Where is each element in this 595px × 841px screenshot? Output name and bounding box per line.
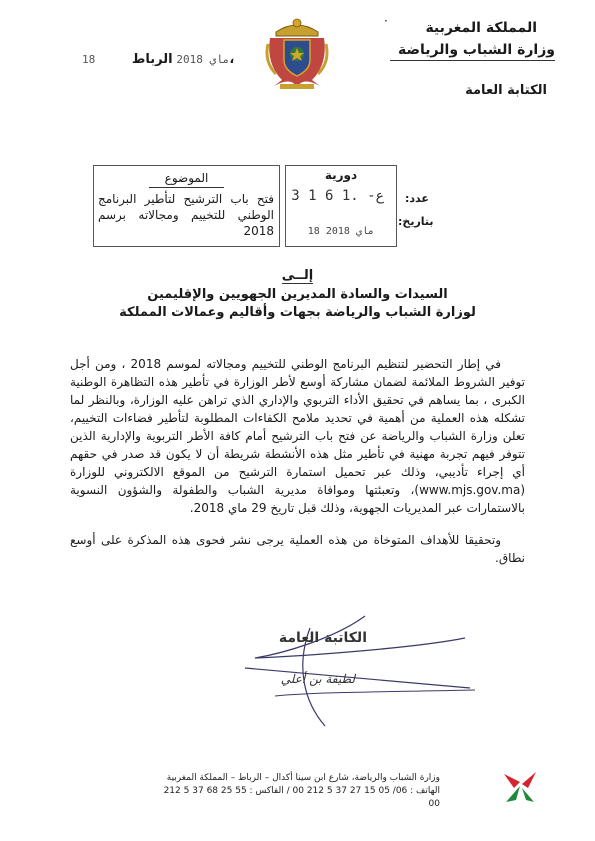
ministry-name: وزارة الشباب والرياضة <box>398 42 555 58</box>
signatory-title: الكاتبة العامة <box>278 630 367 646</box>
addressee-line-1: السيدات والسادة المديرين الجهويين والإقليمين <box>147 287 448 302</box>
body-paragraph-2: وتحقيقا للأهداف المتوخاة من هذه العملية يرجى نشر فحوى هذه المذكرة على أوسع نطاق. <box>70 533 525 565</box>
signature-scribble <box>215 608 485 728</box>
signature-block <box>215 608 485 728</box>
addressee-block <box>0 268 595 320</box>
circular-number: 3 1 6 1. -ع <box>291 188 384 204</box>
city-name: الرباط، <box>131 52 235 67</box>
subject-underline <box>149 187 224 188</box>
header-date-stamp: 18 ماي 2018 <box>82 53 230 66</box>
body-paragraph-1: في إطار التحضير لتنظيم البرنامج الوطني للتخييم ومجالاته لموسم 2018 ، ومن أجل توفير الشروط الملائمة لضمان مشاركة أوسع لأطر الوزارة في تأطير هذه التظاهرة الوطنية الكبرى ، بما يساهم في تحقيق الأداء التربوي والإداري الذي تراهن عليه الوزارة، وبالنظر لما تشكله هذه العملية من أهمية في تحديد ملامح الكفاءات المطلوبة لتأطير فضاءات التخييم، تعلن وزارة الشباب والرياضة عن فتح باب الترشيح أمام كافة الأطر التربوية والإدارية الذين تتوفر فيهم تجربة مهنية في تأطير مثل هذه الأنشطة شريطة أن لا يكون قد صدر في حقهم أي إجراء تأديبي، وذلك عبر تحميل استمارة الترشيح من الموقع الالكتروني للوزارة (www.mjs.gov.ma)، وتعبئتها وموافاة مديرية الشباب والطفولة والشؤون النسوية بالاستمارات عبر المديريات الجهوية، وذلك قبل تاريخ 29 ماي 2018. <box>70 357 525 515</box>
addressee-line-2: لوزارة الشباب والرياضة بجهات وأقاليم وعمالات المملكة <box>119 305 476 320</box>
ministry-logo-icon <box>500 768 540 806</box>
general-secretariat: الكتابة العامة <box>465 83 547 98</box>
kingdom-name: المملكة المغربية <box>425 20 537 36</box>
subject-box <box>93 165 280 247</box>
coat-of-arms-icon <box>262 14 332 92</box>
ministry-underline <box>390 60 555 61</box>
letter-body <box>70 355 525 567</box>
footer <box>160 772 440 811</box>
letterhead <box>384 14 555 98</box>
place-date <box>72 52 234 67</box>
subject-label: الموضوع <box>164 171 209 185</box>
footer-contacts: الهاتف : 06/ 05 15 27 37 5 212 00 / الفاكس : 55 25 68 37 5 212 00 <box>163 786 440 809</box>
subject-text: فتح باب الترشيح لتأطير البرنامج الوطني للتخييم ومجالاته برسم 2018 <box>98 192 274 238</box>
circular-box <box>285 165 397 247</box>
date-label: بتاريخ: <box>398 215 434 228</box>
signatory-name: لطيفة بن أعلي <box>280 672 355 686</box>
mark-dot: · <box>384 14 388 28</box>
number-label: عدد: <box>405 192 429 205</box>
addressee-to: إلــى <box>281 268 314 283</box>
footer-address: وزارة الشباب والرياضة، شارع ابن سينا أكدال – الرباط – المملكة المغربية <box>166 773 440 783</box>
circular-date: 18 ماي 2018 <box>307 226 374 237</box>
circular-title: دورية <box>324 168 358 182</box>
